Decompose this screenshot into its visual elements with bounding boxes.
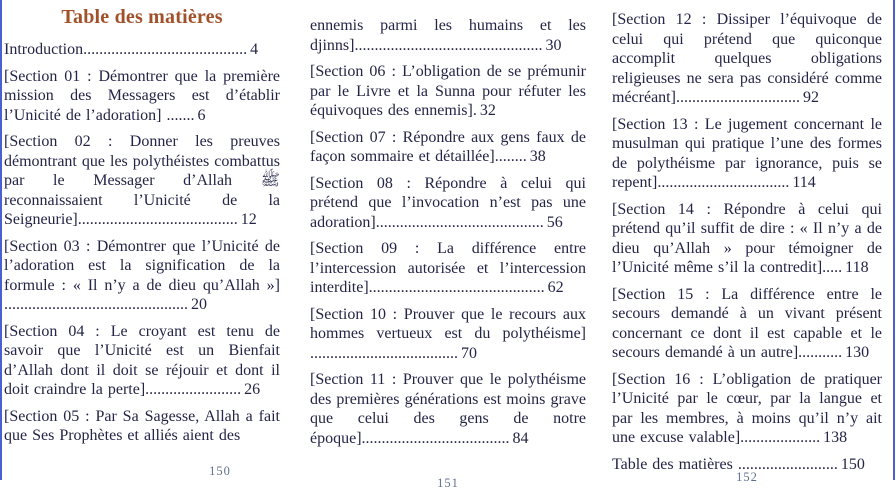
toc-leader-dots: .............................................. bbox=[4, 296, 188, 313]
right-edge-line bbox=[893, 0, 895, 480]
toc-entry-label: [Section 05 : Par Sa Sagesse, Allah a fait que Ses Prophètes et alliés aient des bbox=[4, 407, 280, 444]
toc-page-number: 114 bbox=[792, 174, 816, 191]
toc-page-number: 70 bbox=[461, 344, 477, 362]
toc-entry-label: [Section 14 : Répondre à celui qui prétend qu’il suffit de dire : « Il n’y a de dieu qu’Allah » pour témoigner de l’Unicité même s’il la contredit] bbox=[612, 200, 882, 276]
toc-leader-dots: ..... bbox=[822, 259, 843, 276]
toc-entry-label: [Section 06 : L’obligation de se prémunir par le Livre et la Sunna pour réfuter les équivoques des ennemis] bbox=[310, 63, 586, 119]
page-folio: 151 bbox=[437, 476, 459, 490]
toc-entry bbox=[310, 174, 586, 233]
toc-entry-label: [Section 13 : Le jugement concernant le musulman qui pratique l’une des formes de polythéisme par ignorance, puis se repent] bbox=[612, 115, 882, 191]
toc-page-number: 4 bbox=[250, 41, 259, 58]
toc-entry-label: [Section 11 : Prouver que le polythéisme des premières générations est moins grave que celui des gens de notre époque] bbox=[310, 371, 586, 447]
toc-leader-dots: ................................. bbox=[657, 174, 790, 191]
toc-entry bbox=[4, 40, 280, 60]
toc-leader-dots: ............................... bbox=[675, 89, 800, 106]
toc-entries bbox=[310, 16, 586, 448]
toc-entry-label: [Section 09 : La différence entre l’intercession autorisée et l’intercession interdite] bbox=[310, 240, 586, 296]
toc-entry-label: [Section 02 : Donner les preuves démontrant que les polythéistes combattus par le Messager d’Allah ﷺ reconnaissaient l’Unicité de la Seigneurie] bbox=[4, 133, 280, 228]
toc-entry-label: [Section 04 : Le croyant est tenu de savoir que l’Unicité est un Bienfait d’Allah dont il doit se réjouir et dont il doit craindre la perte] bbox=[4, 322, 280, 398]
toc-page-number: 12 bbox=[240, 211, 257, 228]
left-edge-line bbox=[0, 0, 2, 480]
toc-page-number: 6 bbox=[197, 106, 206, 124]
toc-entry bbox=[310, 16, 586, 55]
toc-page-number: 118 bbox=[845, 259, 869, 276]
toc-entry bbox=[4, 67, 280, 126]
toc-entry bbox=[612, 370, 882, 448]
toc-leader-dots: ......................... bbox=[732, 455, 838, 473]
toc-leader-dots: ............................................... bbox=[354, 36, 543, 54]
toc-entries bbox=[4, 40, 280, 446]
toc-entry-label: [Section 12 : Dissiper l’équivoque de celui qui prétend que quiconque accomplit quelques obligations religieuses ne sera pas considéré comme mécréant] bbox=[612, 11, 882, 106]
toc-entry-label: [Section 10 : Prouver que le recours aux hommes vertueux est du polythéisme] bbox=[310, 305, 586, 342]
toc-page-number: 38 bbox=[529, 148, 546, 165]
toc-page-number: 30 bbox=[545, 36, 562, 54]
toc-page-number: 20 bbox=[191, 296, 207, 313]
toc-page-number: 84 bbox=[512, 429, 529, 447]
toc-page-number: 62 bbox=[547, 279, 564, 296]
toc-page-number: 138 bbox=[823, 429, 848, 446]
page-folio: 152 bbox=[736, 470, 758, 484]
toc-entry bbox=[310, 305, 586, 364]
toc-entry-label: ennemis parmi les humains et les djinns] bbox=[310, 17, 586, 54]
toc-entry-label: [Section 03 : Démontrer que l’Unicité de l’adoration est la signification de la formule : « Il n’y a de dieu qu’Allah »] bbox=[4, 237, 280, 294]
toc-page-number: 150 bbox=[840, 455, 865, 473]
toc-leader-dots: .......................................... bbox=[375, 213, 544, 231]
toc-entry bbox=[612, 200, 882, 278]
pages-row bbox=[4, 0, 882, 490]
toc-leader-dots: .................... bbox=[740, 429, 821, 446]
toc-entry bbox=[612, 115, 882, 193]
toc-entry bbox=[4, 237, 280, 315]
toc-entry-label: Table des matières bbox=[612, 455, 733, 473]
toc-entry bbox=[310, 239, 586, 298]
toc-page-number: 92 bbox=[802, 89, 819, 106]
toc-leader-dots: . bbox=[472, 102, 477, 119]
toc-entry bbox=[4, 322, 280, 400]
toc-page-number: 32 bbox=[479, 102, 496, 119]
page-column-150 bbox=[4, 0, 280, 484]
toc-page-number: 130 bbox=[845, 344, 870, 361]
toc-entry-label: [Section 01 : Démontrer que la première mission des Messagers est d’établir l’Unicité de l’adoration] bbox=[4, 67, 280, 124]
toc-entry bbox=[612, 10, 882, 108]
toc-entry bbox=[4, 132, 280, 230]
toc-leader-dots: ........ bbox=[494, 148, 527, 165]
toc-leader-dots: ....... bbox=[161, 106, 195, 124]
page-folio: 150 bbox=[209, 464, 231, 478]
toc-entry bbox=[4, 407, 280, 446]
toc-entries bbox=[612, 10, 882, 474]
toc-leader-dots: ........... bbox=[798, 344, 843, 361]
toc-page-number: 56 bbox=[546, 213, 563, 231]
page-column-152 bbox=[612, 0, 882, 490]
toc-title: Table des matières bbox=[61, 6, 223, 28]
toc-leader-dots: ........................ bbox=[145, 381, 242, 398]
toc-entry bbox=[612, 285, 882, 363]
toc-entry-label: [Section 07 : Répondre aux gens faux de façon sommaire et détaillée] bbox=[310, 128, 586, 165]
toc-entry bbox=[310, 370, 586, 448]
toc-entry-label: Introduction bbox=[4, 41, 84, 58]
toc-entry-label: [Section 15 : La différence entre le secours demandé à un vivant présent concernant ce dont il est capable et le secours demandé à un autre] bbox=[612, 285, 882, 361]
toc-entry-label: [Section 08 : Répondre à celui qui prétend que l’invocation n’est pas une adoration] bbox=[310, 174, 586, 231]
toc-leader-dots: ......................................... bbox=[83, 41, 248, 58]
toc-leader-dots: ............................................ bbox=[368, 279, 545, 296]
toc-entry bbox=[310, 62, 586, 121]
toc-leader-dots: ........................................ bbox=[77, 211, 238, 228]
toc-page-number: 26 bbox=[244, 381, 261, 398]
page-column-151 bbox=[310, 0, 586, 496]
toc-entry bbox=[310, 128, 586, 167]
toc-leader-dots: ..................................... bbox=[310, 344, 458, 362]
toc-leader-dots: ..................................... bbox=[361, 429, 510, 447]
toc-entry-label: [Section 16 : L’obligation de pratiquer l’Unicité par le cœur, par la langue et par les membres, à moins qu’il n’y ait une excuse valable] bbox=[612, 370, 882, 446]
